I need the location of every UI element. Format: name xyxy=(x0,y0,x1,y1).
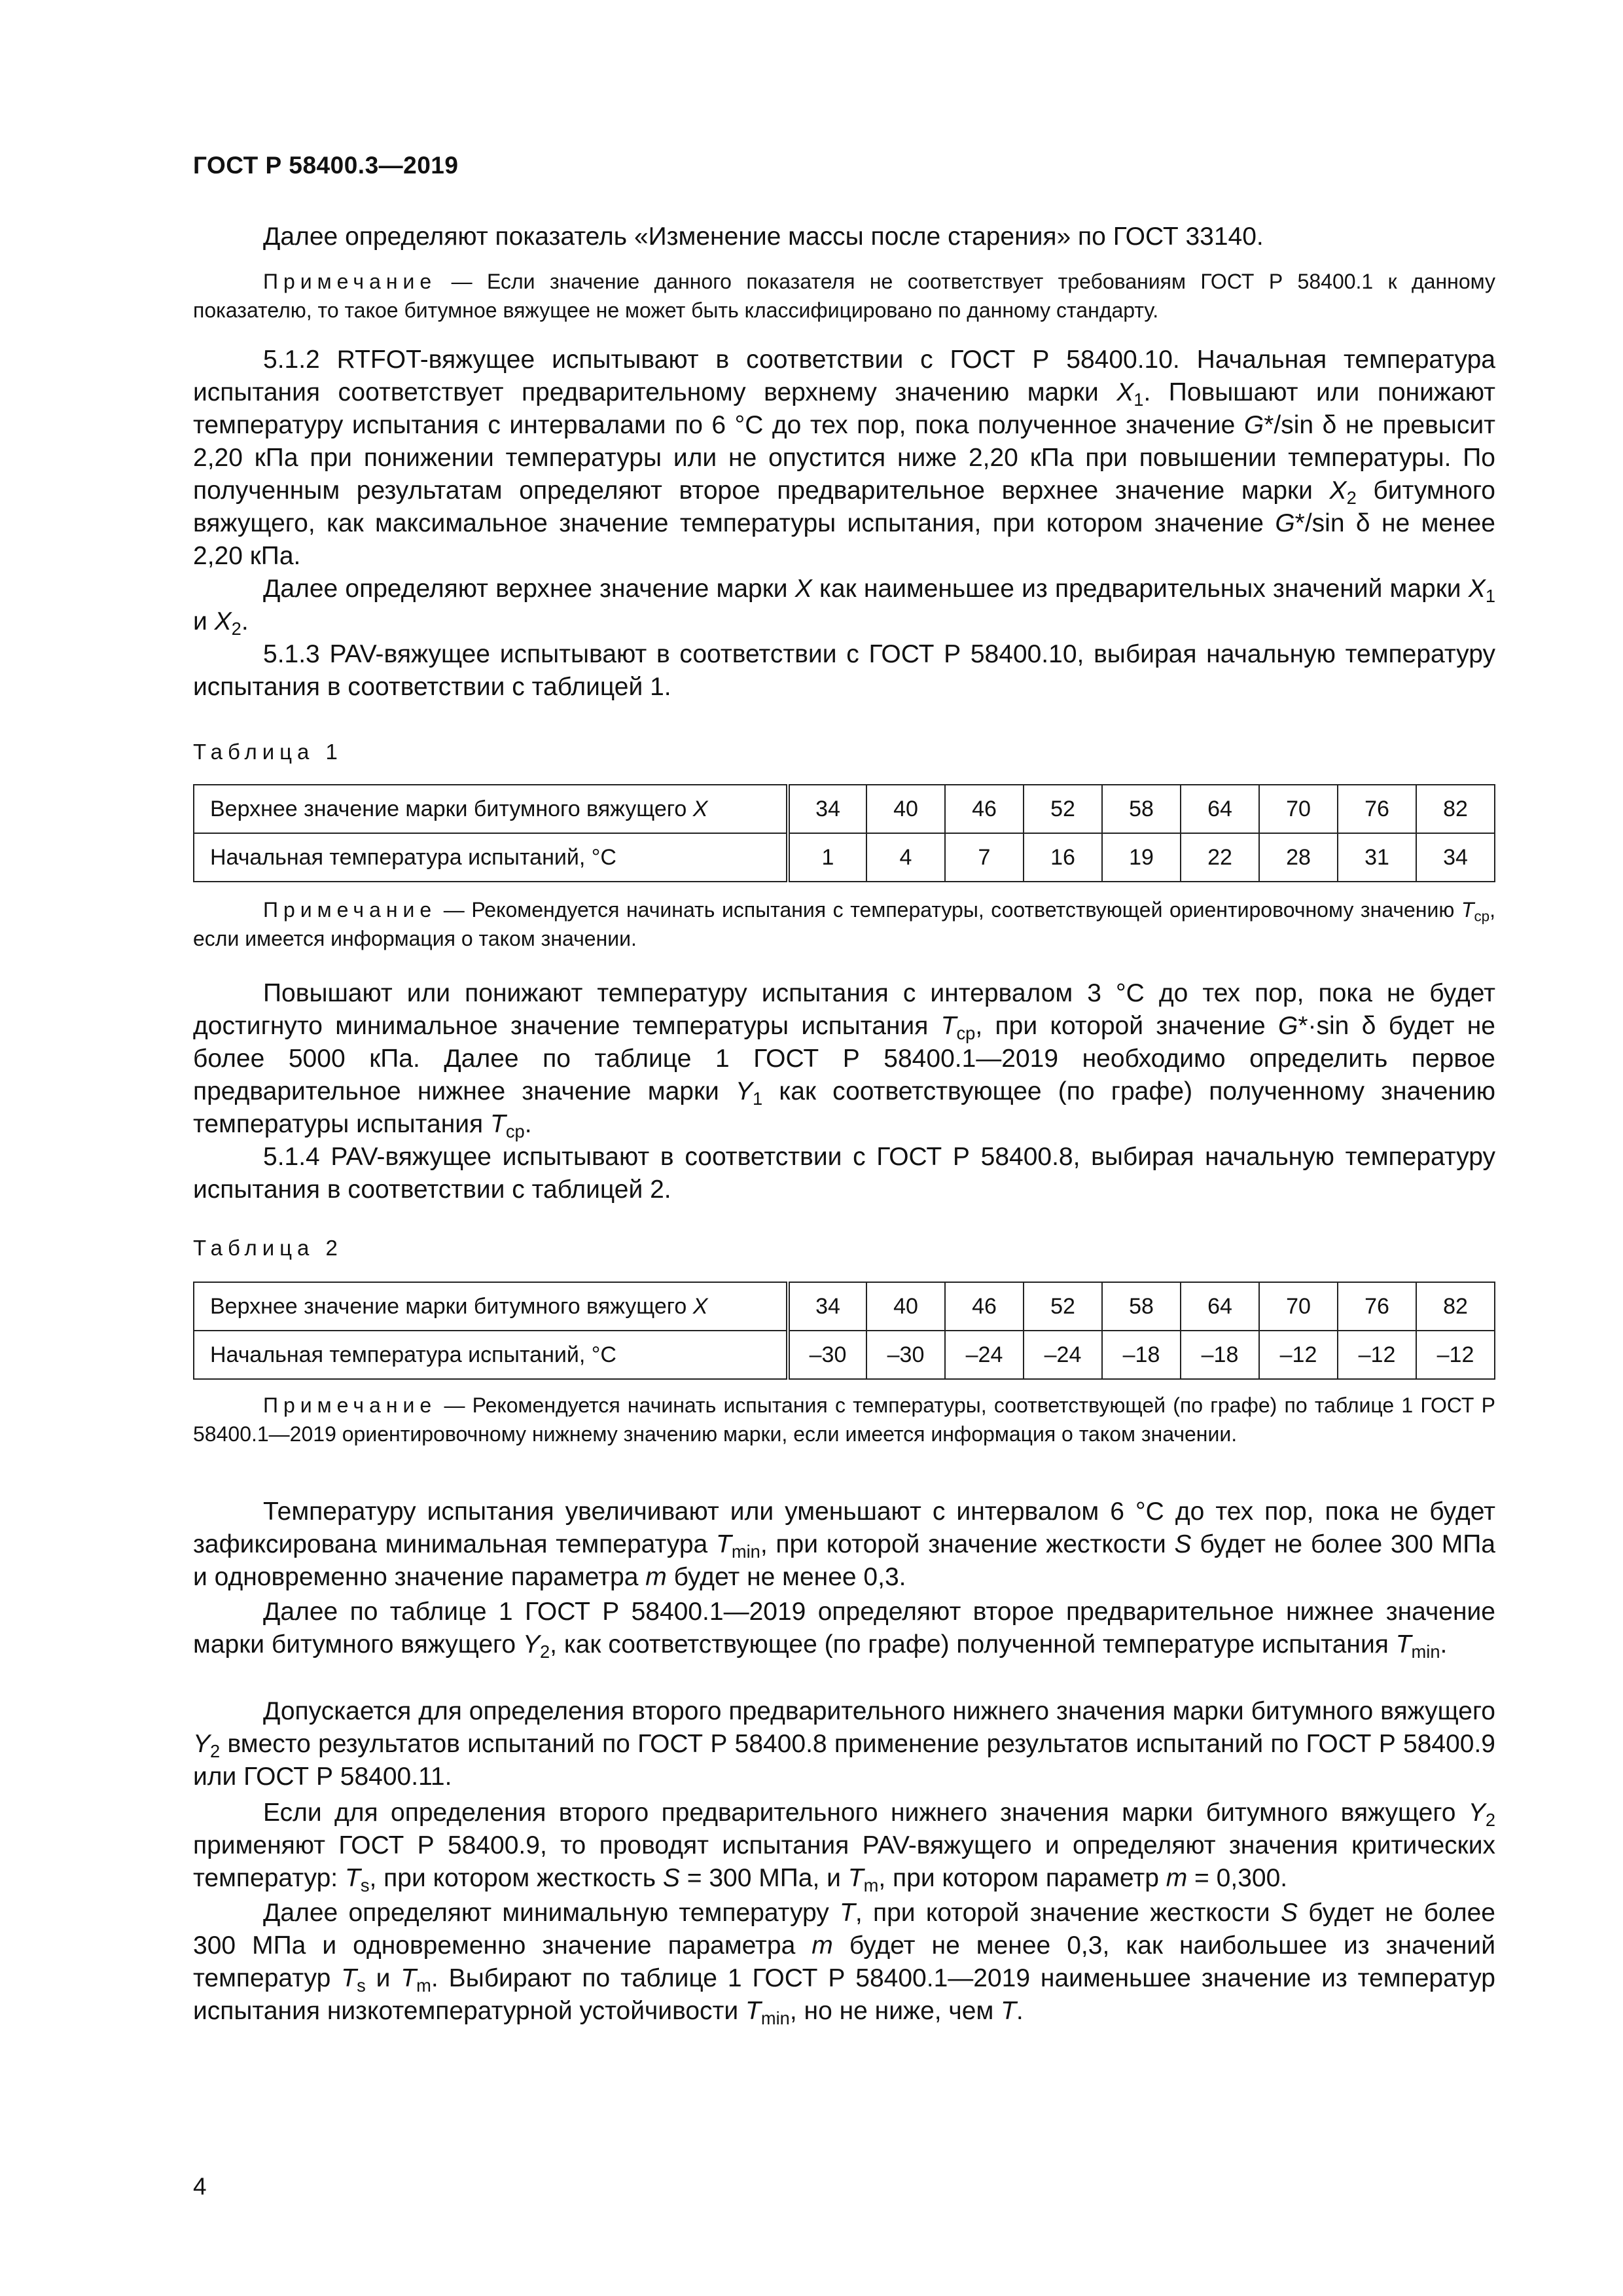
paragraph-5-1-3: 5.1.3 PAV-вяжущее испытывают в соответствии с ГОСТ Р 58400.10, выбирая начальную температуру испытания в соответствии с таблицей 1. xyxy=(193,640,1495,701)
table-cell: –24 xyxy=(945,1331,1024,1379)
table-cell: 70 xyxy=(1259,1282,1338,1331)
note-3 xyxy=(193,1391,1495,1448)
paragraph-tcp: Повышают или понижают температуру испытания с интервалом 3 °С до тех пор, пока не будет достигнуто минимальное значение температуры испытания $T_{ср}$, при которой значение G*·sin δ будет не более 5000 кПа. Далее по таблице 1 ГОСТ Р 58400.1—2019 необходимо определить первое предварительное нижнее значение марки $Y_1$ как соответствующее (по графе) полученному значению температуры испытания $T_{ср}$. xyxy=(193,979,1496,1142)
table-cell: 64 xyxy=(1181,785,1259,833)
paragraph-y2: Далее по таблице 1 ГОСТ Р 58400.1—2019 определяют второе предварительное нижнее значение марки битумного вяжущего $Y_2$, как соответствующее (по графе) полученной температуре испытания $T_{min}$. xyxy=(193,1598,1495,1662)
paragraph-5-1-4: 5.1.4 PAV-вяжущее испытывают в соответствии с ГОСТ Р 58400.8, выбирая начальную температуру испытания в соответствии с таблицей 2. xyxy=(193,1143,1495,1204)
table-cell: 7 xyxy=(945,833,1024,882)
note-2: Примечание — Рекомендуется начинать испытания с температуры, соответствующей ориентировочному значению $T_{ср}$, если имеется информация о таком значении. xyxy=(193,898,1495,950)
table-cell: 76 xyxy=(1338,785,1416,833)
note-1 xyxy=(193,267,1495,325)
table-cell: 22 xyxy=(1181,833,1259,882)
table-cell: 58 xyxy=(1102,1282,1181,1331)
paragraph-5-1-2: 5.1.2 RTFOT-вяжущее испытывают в соответствии с ГОСТ Р 58400.10. Начальная температура испытания соответствует предварительному верхнему значению марки $X_1$. Повышают или понижают температуру испытания с интервалами по 6 °С до тех пор, пока полученное значение G*/sin δ не превысит 2,20 кПа при понижении температуры или не опустится ниже 2,20 кПа при повышении температуры. По полученным результатам определяют второе предварительное верхнее значение марки $X_2$ битумного вяжущего, как максимальное значение температуры испытания, при котором значение G*/sin δ не менее 2,20 кПа. xyxy=(193,346,1496,570)
table-1-caption: Таблица 1 xyxy=(193,740,343,764)
paragraph-mass-change: Далее определяют показатель «Изменение массы после старения» по ГОСТ 33140. xyxy=(263,223,1264,251)
table-row xyxy=(194,1331,1495,1379)
table-cell: 64 xyxy=(1181,1282,1259,1331)
table-cell: 31 xyxy=(1338,833,1416,882)
table-cell-label: Начальная температура испытаний, °С xyxy=(194,1331,788,1379)
note-text: — Если значение данного показателя не соответствует требованиям ГОСТ Р 58400.1 к данному показателю, то такое битумное вяжущее не может быть классифицировано по данному стандарту. xyxy=(193,270,1495,322)
table-cell: 28 xyxy=(1259,833,1338,882)
table-cell: 34 xyxy=(1416,833,1495,882)
paragraph-58400-9: Если для определения второго предварительного нижнего значения марки битумного вяжущего $Y_2$ применяют ГОСТ Р 58400.9, то проводят испытания PAV-вяжущего и определяют значения критических температур: $T_s$, при котором жесткость S = 300 МПа, и $T_m$, при котором параметр m = 0,300. xyxy=(193,1799,1495,1896)
table-row xyxy=(194,785,1495,833)
table-2 xyxy=(193,1282,1495,1380)
table-cell: 46 xyxy=(945,1282,1024,1331)
table-cell: 52 xyxy=(1024,785,1102,833)
note-text: — Рекомендуется начинать испытания с температуры, соответствующей (по графе) по таблице 1 ГОСТ Р 58400.1—2019 ориентировочному нижнему значению марки, если имеется информация о таком значении. xyxy=(193,1393,1495,1446)
table-cell: 70 xyxy=(1259,785,1338,833)
table-cell: –12 xyxy=(1259,1331,1338,1379)
table-cell: 19 xyxy=(1102,833,1181,882)
table-cell: 76 xyxy=(1338,1282,1416,1331)
table-cell-label: Верхнее значение марки битумного вяжущего X xyxy=(194,785,788,833)
note-label: Примечание xyxy=(263,270,437,293)
table-cell: –18 xyxy=(1181,1331,1259,1379)
table-row xyxy=(194,1282,1495,1331)
table-cell: 82 xyxy=(1416,785,1495,833)
table-cell: 52 xyxy=(1024,1282,1102,1331)
document-header: ГОСТ Р 58400.3—2019 xyxy=(193,152,459,179)
page-number: 4 xyxy=(193,2173,207,2200)
table-cell: 82 xyxy=(1416,1282,1495,1331)
note-label: Примечание xyxy=(263,898,437,922)
table-cell-label: Верхнее значение марки битумного вяжущего X xyxy=(194,1282,788,1331)
table-cell: –24 xyxy=(1024,1331,1102,1379)
table-cell-label: Начальная температура испытаний, °С xyxy=(194,833,788,882)
table-cell: 40 xyxy=(866,785,945,833)
paragraph-allowed: Допускается для определения второго предварительного нижнего значения марки битумного вяжущего $Y_2$ вместо результатов испытаний по ГОСТ Р 58400.8 применение результатов испытаний по ГОСТ Р 58400.9 или ГОСТ Р 58400.11. xyxy=(193,1697,1495,1791)
table-cell: –30 xyxy=(866,1331,945,1379)
paragraph-upper-x: Далее определяют верхнее значение марки X как наименьшее из предварительных значений марки $X_1$ и $X_2$. xyxy=(193,575,1495,639)
table-cell: 40 xyxy=(866,1282,945,1331)
table-cell: 58 xyxy=(1102,785,1181,833)
paragraph-tmin: Температуру испытания увеличивают или уменьшают с интервалом 6 °С до тех пор, пока не будет зафиксирована минимальная температура $T_{min}$, при которой значение жесткости S будет не более 300 МПа и одновременно значение параметра m будет не менее 0,3. xyxy=(193,1498,1495,1591)
table-cell: 46 xyxy=(945,785,1024,833)
note-label: Примечание xyxy=(263,1393,437,1417)
table-cell: –18 xyxy=(1102,1331,1181,1379)
table-cell: –12 xyxy=(1416,1331,1495,1379)
table-cell: 34 xyxy=(788,1282,866,1331)
table-row xyxy=(194,833,1495,882)
table-cell: 34 xyxy=(788,785,866,833)
table-2-caption: Таблица 2 xyxy=(193,1236,343,1260)
table-cell: –12 xyxy=(1338,1331,1416,1379)
table-cell: 1 xyxy=(788,833,866,882)
table-cell: 4 xyxy=(866,833,945,882)
table-1 xyxy=(193,784,1495,882)
table-cell: –30 xyxy=(788,1331,866,1379)
table-cell: 16 xyxy=(1024,833,1102,882)
paragraph-min-temp: Далее определяют минимальную температуру T, при которой значение жесткости S будет не более 300 МПа и одновременно значение параметра m будет не менее 0,3, как наибольшее из значений температур $T_s$ и $T_m$. Выбирают по таблице 1 ГОСТ Р 58400.1—2019 наименьшее значение из температур испытания низкотемпературной устойчивости $T_{min}$, но не ниже, чем T. xyxy=(193,1899,1496,2029)
